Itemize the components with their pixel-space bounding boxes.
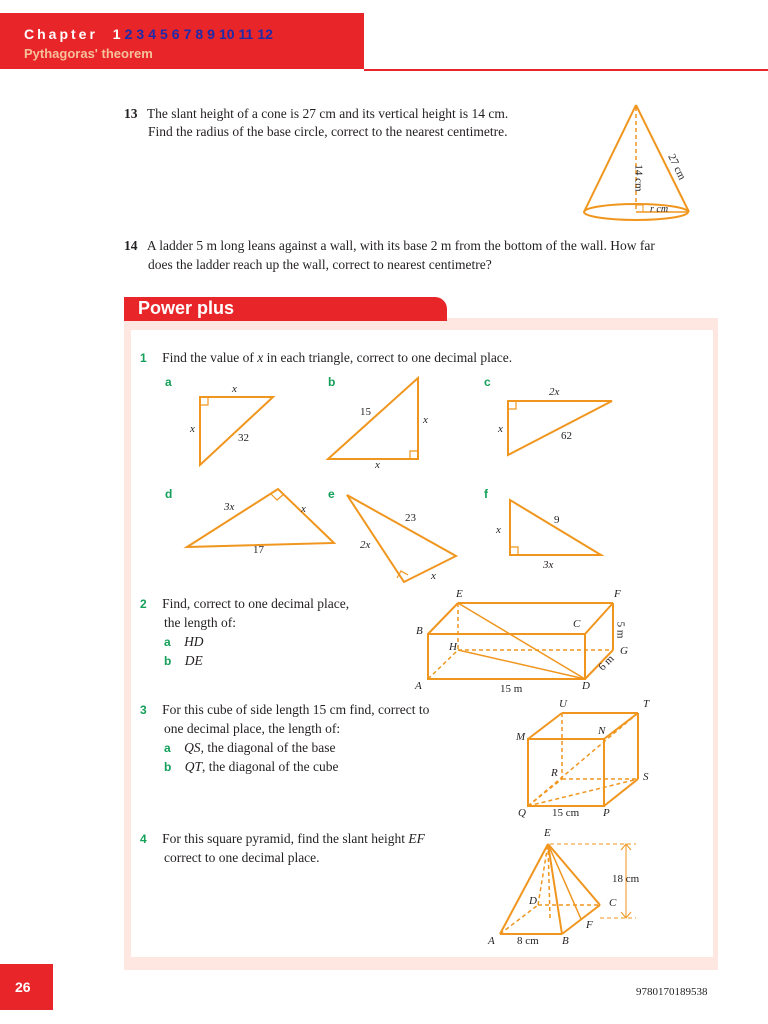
tri-f-bottom: 3x — [543, 559, 554, 571]
chapter-link-7[interactable]: 7 — [183, 26, 192, 42]
part-text: , the diagonal of the base — [200, 740, 336, 755]
question-text: Find the value of — [162, 350, 258, 365]
triangle-f — [510, 500, 601, 555]
pp-question-1 — [140, 348, 512, 368]
cube-N: N — [598, 725, 606, 737]
pyramid-C: C — [609, 897, 617, 909]
pp-question-3a — [164, 738, 336, 758]
tri-b-bottom: x — [375, 459, 380, 471]
prism-D: D — [582, 680, 590, 692]
part-b-letter: b — [328, 375, 336, 389]
part-text: DE — [184, 653, 203, 668]
chapter-link-5[interactable]: 5 — [159, 26, 168, 42]
pp-question-2a — [164, 632, 204, 652]
tri-e-right: x — [431, 570, 436, 582]
pyramid-A: A — [488, 935, 495, 947]
triangle-a — [200, 397, 273, 465]
tri-a-left: x — [190, 423, 195, 435]
part-e-letter: e — [328, 487, 335, 501]
part-variable: QT — [184, 759, 202, 774]
pp-question-2b — [164, 651, 203, 671]
cone-height-label: 14 cm — [632, 164, 645, 192]
pp-question-3b — [164, 757, 338, 777]
part-letter: b — [164, 760, 172, 774]
pp-question-3-line2: one decimal place, the length of: — [164, 721, 341, 736]
pp-question-4 — [140, 829, 425, 849]
tri-a-top: x — [232, 383, 237, 395]
question-text: in each triangle, correct to one decimal place. — [263, 350, 513, 365]
pp-question-2 — [140, 594, 349, 614]
chapter-link-3[interactable]: 3 — [136, 26, 145, 42]
question-text: Find, correct to one decimal place, — [162, 596, 350, 611]
cube-T: T — [643, 698, 650, 710]
page-number: 26 — [15, 979, 31, 995]
cube-M: M — [516, 731, 526, 743]
chapter-link-12[interactable]: 12 — [257, 26, 273, 42]
isbn: 9780170189538 — [636, 986, 708, 998]
question-variable: x — [257, 350, 264, 365]
chapter-link-9[interactable]: 9 — [207, 26, 215, 42]
tri-e-left: 2x — [360, 539, 371, 551]
question-text: A ladder 5 m long leans against a wall, with its base 2 m from the bottom of the wall. How far — [146, 238, 655, 253]
cone-slant-label: 27 cm — [665, 152, 688, 182]
prism-G: G — [620, 645, 628, 657]
pp-question-2-line2: the length of: — [164, 615, 236, 630]
prism-H: H — [449, 641, 457, 653]
triangle-b — [328, 378, 418, 459]
question-number: 14 — [124, 238, 138, 253]
tri-e-top: 23 — [405, 512, 416, 524]
part-text: HD — [184, 634, 204, 649]
question-number: 2 — [140, 597, 147, 611]
question-text: For this square pyramid, find the slant height — [162, 831, 409, 846]
question-number: 1 — [140, 351, 147, 365]
tri-f-left: x — [496, 524, 501, 536]
cube-side: 15 cm — [552, 807, 580, 819]
question-variable: EF — [408, 831, 425, 846]
chapter-link-6[interactable]: 6 — [171, 26, 180, 42]
cube-S: S — [643, 771, 649, 783]
question-number: 4 — [140, 832, 147, 846]
prism-E: E — [456, 588, 463, 600]
pyramid-height: 18 cm — [612, 873, 640, 885]
part-a-letter: a — [165, 375, 172, 389]
tri-c-top: 2x — [549, 386, 560, 398]
prism-A: A — [415, 680, 422, 692]
tri-d-bottom: 17 — [253, 544, 264, 556]
tri-f-hyp: 9 — [554, 514, 560, 526]
tri-c-hyp: 62 — [561, 430, 572, 442]
tri-d-left: 3x — [224, 501, 235, 513]
chapter-word: Chapter — [24, 26, 98, 42]
prism-height: 5 m — [614, 621, 627, 639]
prism-length: 15 m — [500, 683, 523, 695]
chapter-link-2[interactable]: 2 — [124, 26, 133, 42]
question-text: For this cube of side length 15 cm find, correct to — [162, 702, 430, 717]
pyramid-base: 8 cm — [517, 935, 539, 947]
part-letter: a — [164, 741, 171, 755]
part-text: , the diagonal of the cube — [201, 759, 339, 774]
cube-R: R — [551, 767, 558, 779]
chapter-link-4[interactable]: 4 — [148, 26, 156, 42]
pyramid-D: D — [529, 895, 537, 907]
chapter-link-10[interactable]: 10 — [218, 26, 235, 42]
tri-c-left: x — [498, 423, 503, 435]
pyramid-figure — [500, 844, 636, 934]
question-14-line2: does the ladder reach up the wall, correct to nearest centimetre? — [148, 257, 492, 272]
tri-b-hyp: 15 — [360, 406, 371, 418]
part-c-letter: c — [484, 375, 491, 389]
pyramid-F: F — [586, 919, 593, 931]
chapter-link-11[interactable]: 11 — [238, 26, 254, 42]
prism-C: C — [573, 618, 581, 630]
part-d-letter: d — [165, 487, 173, 501]
part-variable: QS — [184, 740, 201, 755]
cone-radius-label: r cm — [650, 204, 669, 215]
question-number: 3 — [140, 703, 147, 717]
prism-depth: 6 m — [596, 652, 617, 674]
cube-P: P — [603, 807, 610, 819]
triangle-c — [508, 401, 612, 455]
pyramid-E: E — [544, 827, 551, 839]
cube-figure — [528, 713, 638, 806]
chapter-link-8[interactable]: 8 — [195, 26, 204, 42]
part-f-letter: f — [484, 487, 488, 501]
chapter-subtitle: Pythagoras' theorem — [24, 46, 153, 61]
question-number: 13 — [124, 106, 138, 121]
prism-B: B — [416, 625, 423, 637]
cube-Q: Q — [518, 807, 526, 819]
chapter-link-1[interactable]: 1 — [112, 26, 121, 42]
question-13-line2: Find the radius of the base circle, correct to the nearest centimetre. — [148, 124, 508, 139]
tri-b-right: x — [423, 414, 428, 426]
pp-question-4-line2: correct to one decimal place. — [164, 850, 320, 865]
power-plus-title: Power plus — [138, 298, 235, 318]
pyramid-B: B — [562, 935, 569, 947]
cube-U: U — [559, 698, 567, 710]
tri-d-right: x — [301, 503, 306, 515]
question-text: The slant height of a cone is 27 cm and its vertical height is 14 cm. — [146, 106, 509, 121]
prism-F: F — [614, 588, 621, 600]
pp-question-3 — [140, 700, 429, 720]
tri-a-hyp: 32 — [238, 432, 249, 444]
part-letter: b — [164, 654, 172, 668]
part-letter: a — [164, 635, 171, 649]
triangle-d — [187, 489, 334, 547]
